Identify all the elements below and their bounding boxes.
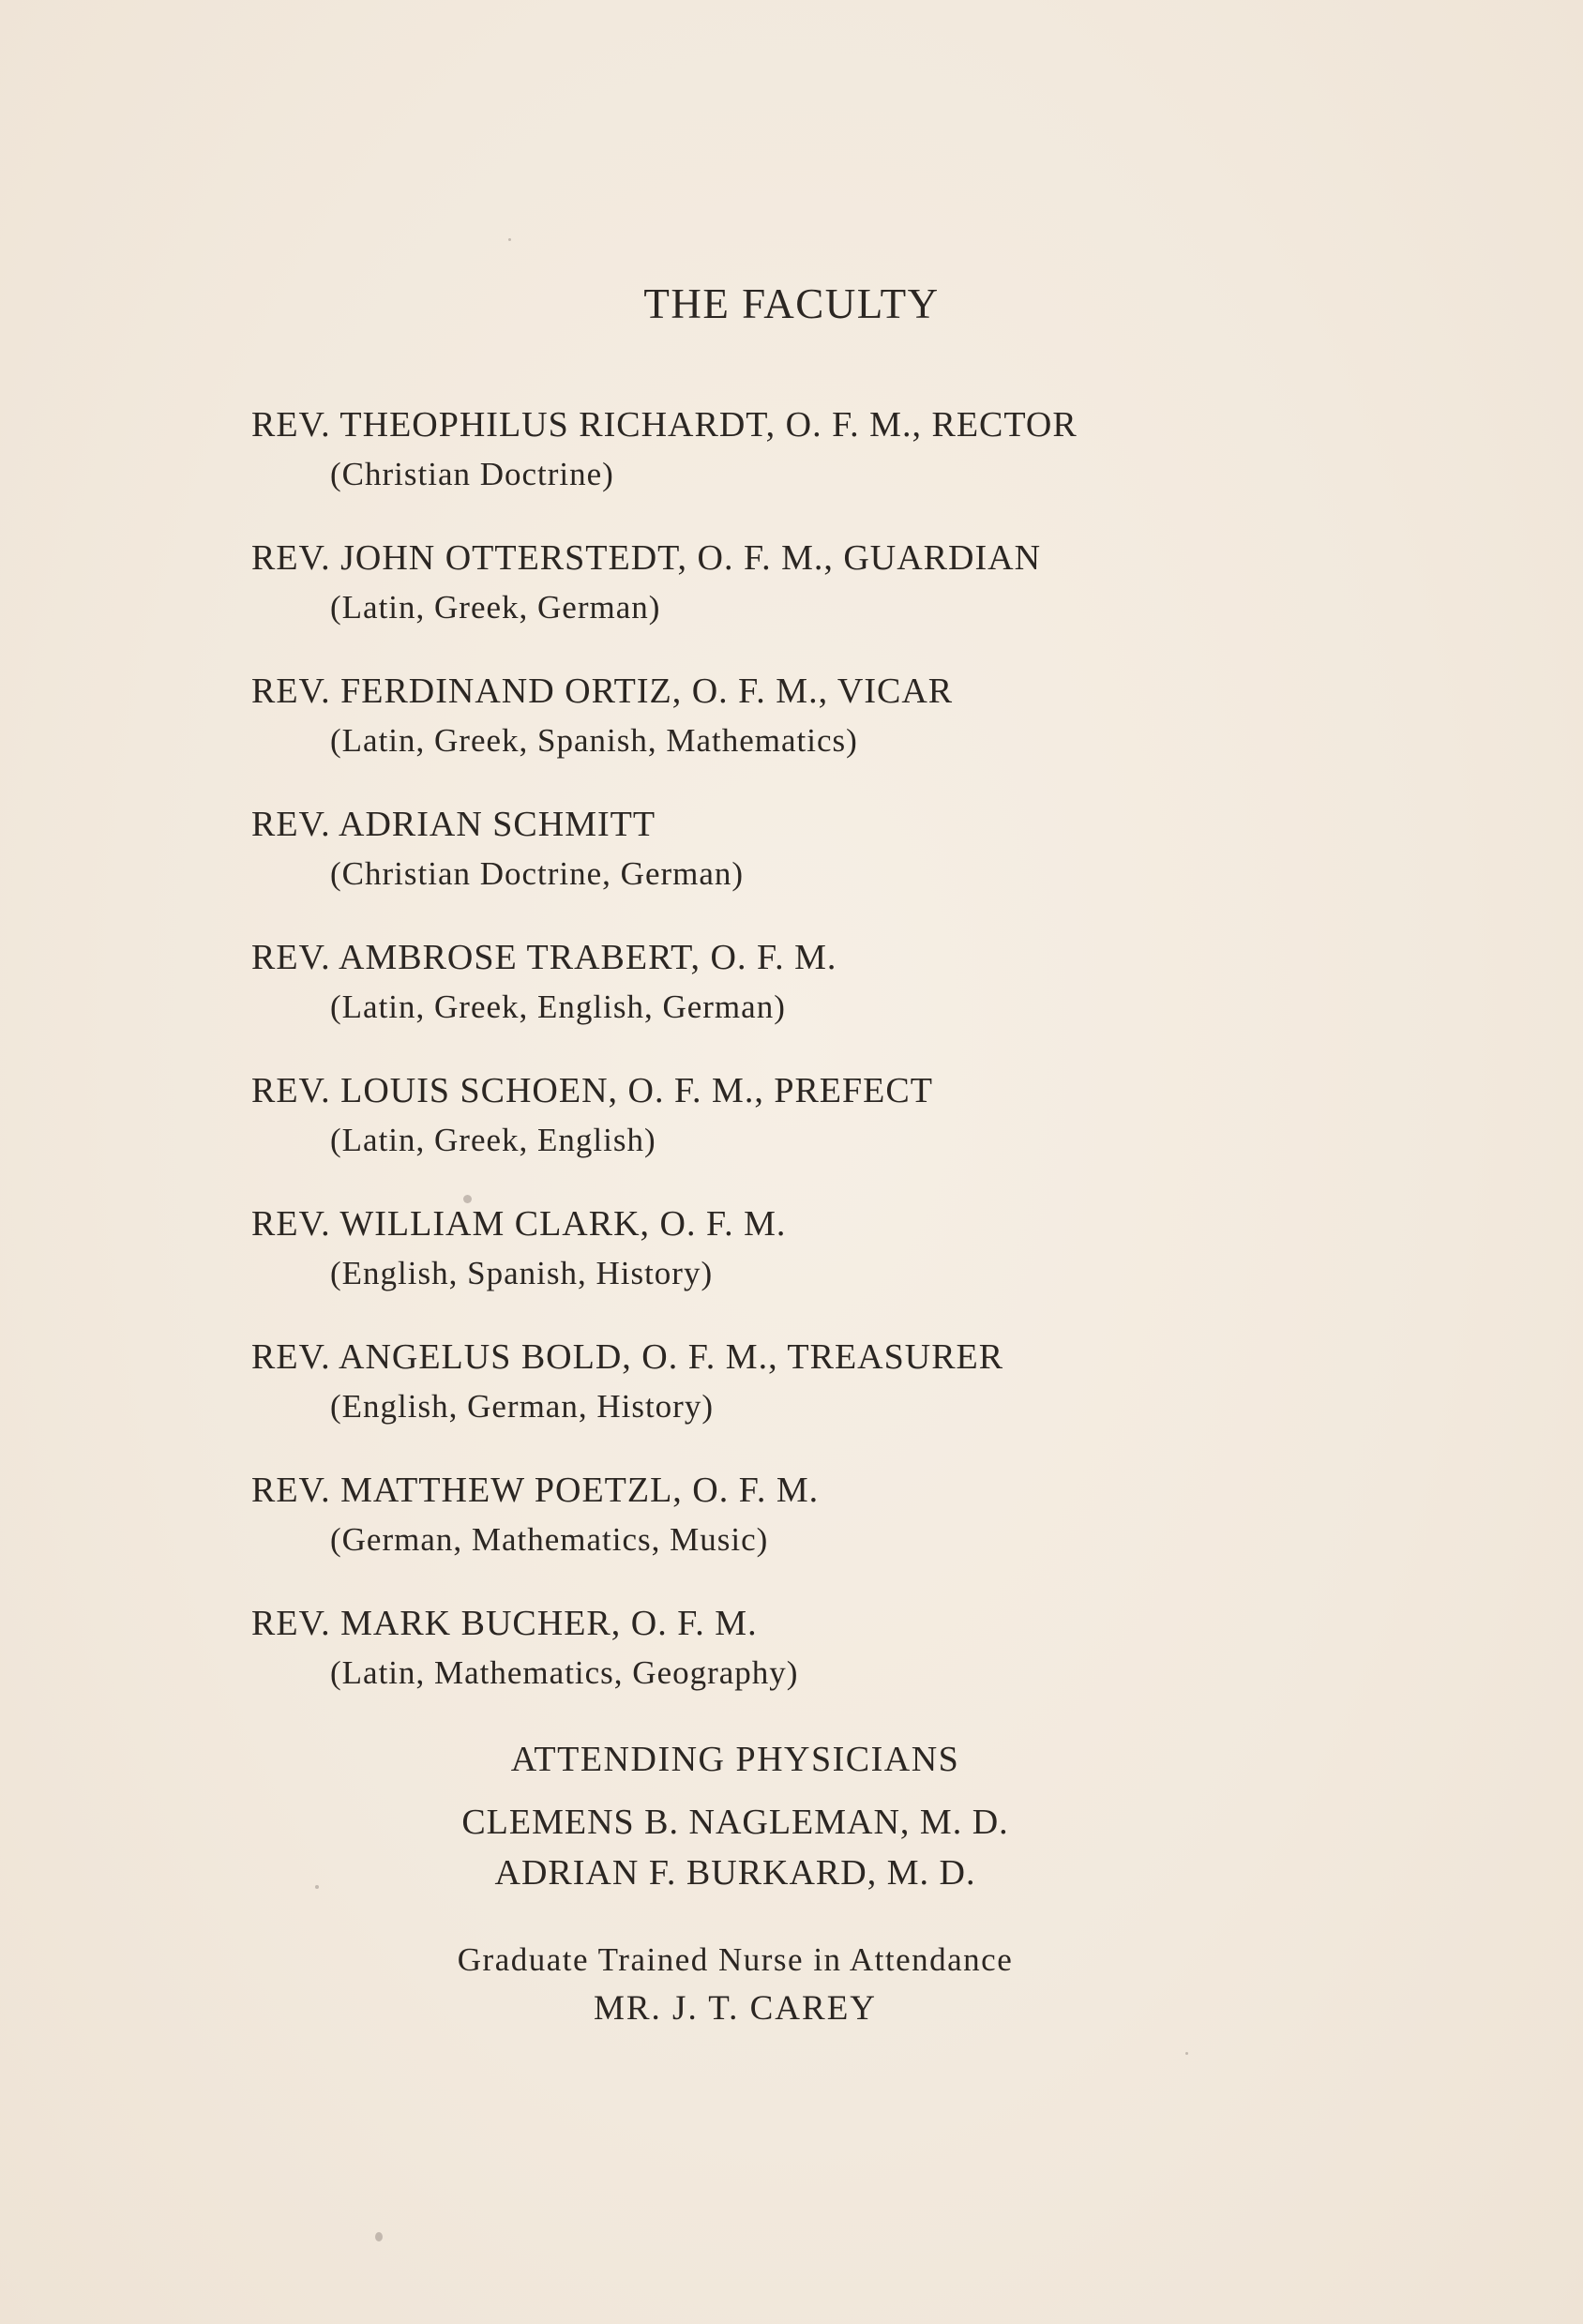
faculty-member-subjects: (Christian Doctrine, German) xyxy=(330,855,745,892)
faculty-member-subjects: (Latin, Mathematics, Geography) xyxy=(330,1654,799,1691)
faculty-member xyxy=(251,1198,1377,1331)
faculty-member-name: REV. ADRIAN SCHMITT xyxy=(251,805,656,844)
faculty-member xyxy=(251,1464,1377,1597)
faculty-member xyxy=(251,1331,1377,1464)
faculty-member xyxy=(251,1597,1377,1730)
faculty-member-subjects: (Christian Doctrine) xyxy=(330,456,614,492)
page-title: THE FACULTY xyxy=(643,280,940,327)
faculty-member-subjects: (German, Mathematics, Music) xyxy=(330,1521,769,1558)
faculty-member-name: REV. WILLIAM CLARK, O. F. M. xyxy=(251,1204,787,1244)
faculty-member-name: REV. LOUIS SCHOEN, O. F. M., PREFECT xyxy=(251,1071,933,1110)
faculty-member xyxy=(251,798,1377,931)
physicians-section xyxy=(0,1733,1470,1898)
physician-name: ADRIAN F. BURKARD, M. D. xyxy=(494,1853,976,1893)
faculty-member-name: REV. JOHN OTTERSTEDT, O. F. M., GUARDIAN xyxy=(251,538,1042,578)
paper-speck xyxy=(1185,2052,1188,2055)
faculty-member-subjects: (Latin, Greek, German) xyxy=(330,589,661,626)
faculty-member-name: REV. ANGELUS BOLD, O. F. M., TREASURER xyxy=(251,1337,1004,1377)
paper-speck xyxy=(508,238,511,241)
faculty-member-name: REV. AMBROSE TRABERT, O. F. M. xyxy=(251,938,837,977)
faculty-member-name: REV. MATTHEW POETZL, O. F. M. xyxy=(251,1471,820,1510)
faculty-member xyxy=(251,532,1377,665)
physician-name: CLEMENS B. NAGLEMAN, M. D. xyxy=(461,1803,1009,1842)
faculty-list xyxy=(251,399,1377,1730)
faculty-member-subjects: (English, Spanish, History) xyxy=(330,1255,714,1291)
faculty-member xyxy=(251,399,1377,532)
faculty-member-subjects: (Latin, Greek, English, German) xyxy=(330,988,786,1025)
nurse-title: Graduate Trained Nurse in Attendance xyxy=(457,1941,1014,1978)
faculty-member xyxy=(251,931,1377,1064)
faculty-member xyxy=(251,665,1377,798)
faculty-member-subjects: (Latin, Greek, Spanish, Mathematics) xyxy=(330,722,858,759)
faculty-member-subjects: (Latin, Greek, English) xyxy=(330,1122,656,1158)
nurse-section xyxy=(0,1936,1470,2033)
faculty-member-name: REV. THEOPHILUS RICHARDT, O. F. M., RECTOR xyxy=(251,405,1078,445)
faculty-member xyxy=(251,1064,1377,1198)
paper-speck xyxy=(315,1885,319,1889)
physicians-heading: ATTENDING PHYSICIANS xyxy=(510,1740,960,1779)
faculty-member-name: REV. MARK BUCHER, O. F. M. xyxy=(251,1604,758,1643)
paper-speck xyxy=(375,2232,383,2241)
paper-speck xyxy=(463,1195,472,1203)
nurse-name: MR. J. T. CAREY xyxy=(593,1989,878,2028)
faculty-member-name: REV. FERDINAND ORTIZ, O. F. M., VICAR xyxy=(251,672,954,711)
faculty-member-subjects: (English, German, History) xyxy=(330,1388,714,1425)
